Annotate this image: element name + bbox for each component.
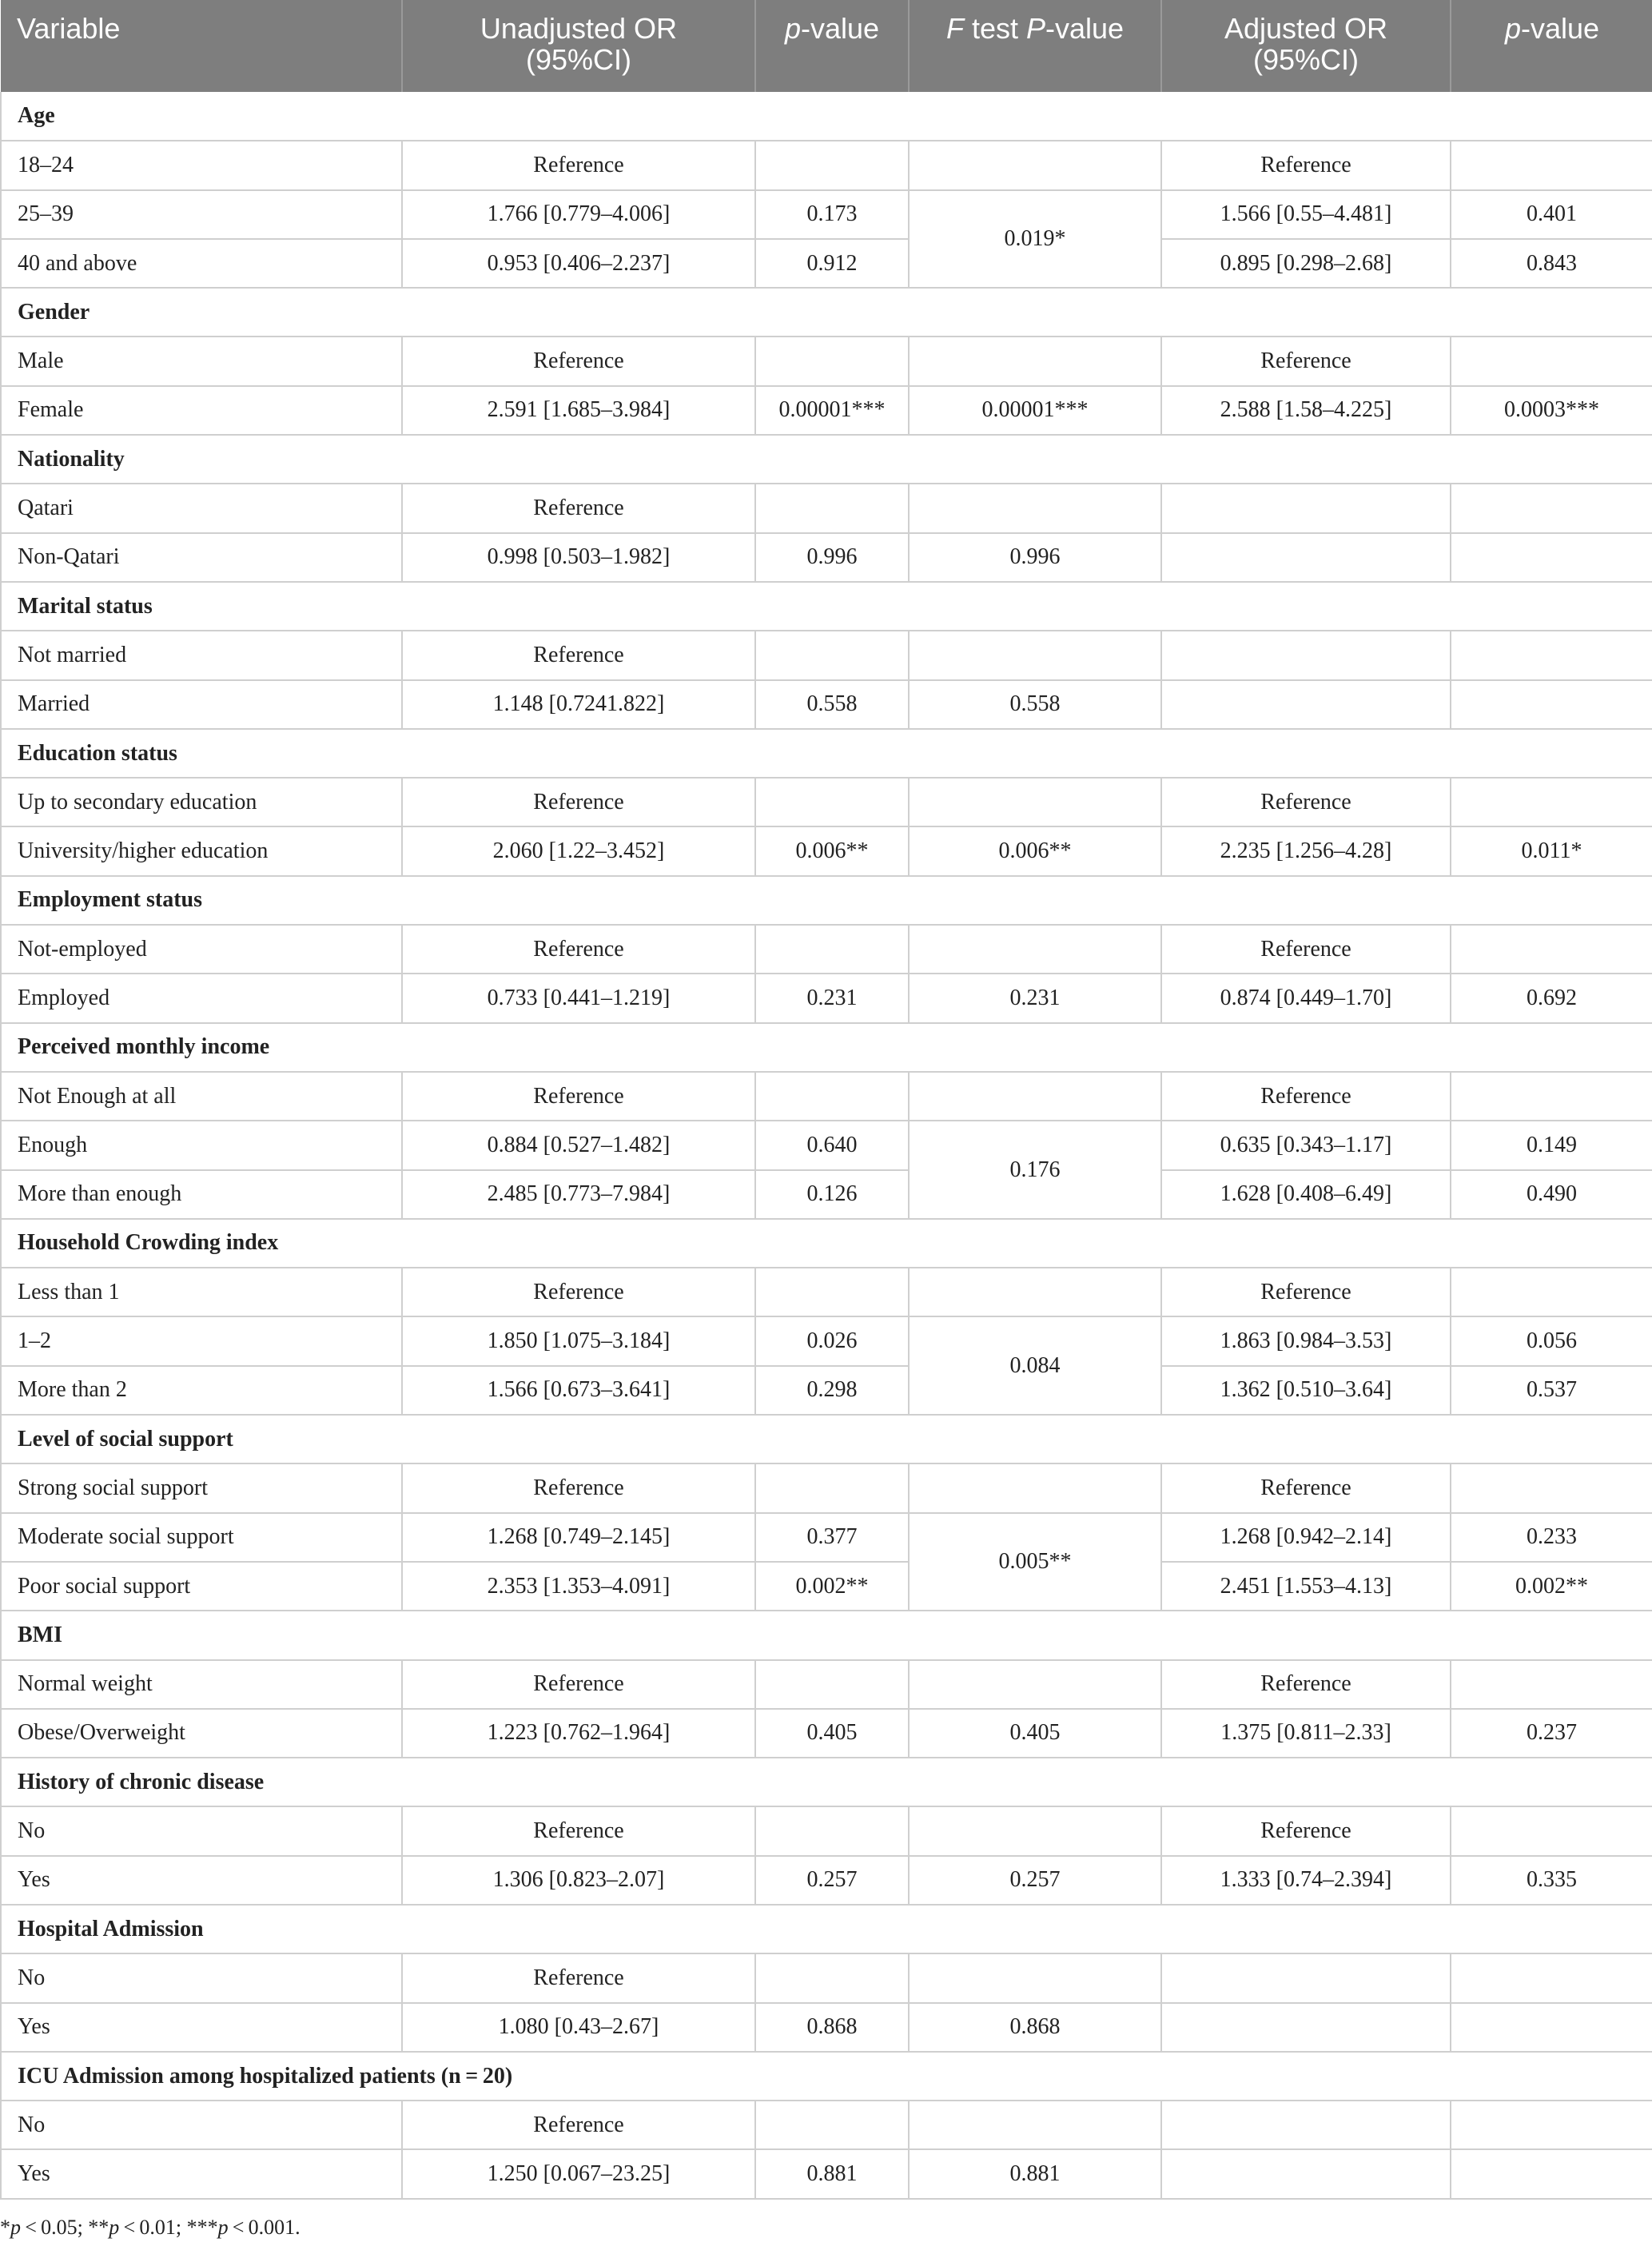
cell-adjusted-p-value: 0.233 (1451, 1513, 1652, 1562)
section-heading: Level of social support (1, 1415, 1652, 1463)
cell-f-test-p-value: 0.558 (909, 680, 1161, 729)
cell-adjusted-p-value: 0.011* (1451, 826, 1652, 875)
cell-adjusted-or: 1.628 [0.408–6.49] (1161, 1170, 1451, 1219)
cell-p-value: 0.996 (755, 533, 909, 582)
cell-adjusted-p-value (1451, 533, 1652, 582)
cell-adjusted-or: 1.268 [0.942–2.14] (1161, 1513, 1451, 1562)
cell-variable-level: 40 and above (1, 239, 402, 288)
table-row (1, 1709, 1652, 1758)
table-row (1, 1366, 1652, 1415)
table-row (1, 631, 1652, 679)
cell-f-test-p-value (909, 1268, 1161, 1316)
cell-p-value (755, 1660, 909, 1709)
table-row (1, 778, 1652, 826)
section-row (1, 1023, 1652, 1072)
cell-unadjusted-or: Reference (402, 1953, 755, 2002)
cell-p-value (755, 2101, 909, 2149)
cell-variable-level: 1–2 (1, 1316, 402, 1365)
cell-adjusted-p-value: 0.692 (1451, 974, 1652, 1022)
cell-unadjusted-or: 0.998 [0.503–1.982] (402, 533, 755, 582)
cell-adjusted-or: Reference (1161, 1268, 1451, 1316)
table-header (1, 0, 1652, 92)
table-row (1, 1806, 1652, 1855)
cell-f-test-p-value (909, 778, 1161, 826)
cell-p-value (755, 1806, 909, 1855)
cell-unadjusted-or: 2.485 [0.773–7.984] (402, 1170, 755, 1219)
cell-p-value: 0.026 (755, 1316, 909, 1365)
cell-unadjusted-or: 1.148 [0.7241.822] (402, 680, 755, 729)
header-p-value: p-value (755, 0, 909, 92)
cell-f-test-p-value (909, 925, 1161, 974)
cell-adjusted-or (1161, 484, 1451, 532)
cell-adjusted-or (1161, 2149, 1451, 2198)
cell-adjusted-or: Reference (1161, 1806, 1451, 1855)
section-heading: Nationality (1, 435, 1652, 484)
section-heading: Age (1, 92, 1652, 141)
table-row (1, 1463, 1652, 1512)
cell-p-value (755, 337, 909, 385)
section-heading: Hospital Admission (1, 1905, 1652, 1953)
cell-p-value (755, 484, 909, 532)
cell-adjusted-p-value: 0.490 (1451, 1170, 1652, 1219)
header-unadjusted-or: Unadjusted OR (95%CI) (402, 0, 755, 92)
table-row (1, 1121, 1652, 1169)
cell-f-test-p-value (909, 1072, 1161, 1121)
cell-unadjusted-or: Reference (402, 778, 755, 826)
cell-adjusted-p-value (1451, 484, 1652, 532)
cell-p-value (755, 141, 909, 189)
cell-adjusted-or: 1.566 [0.55–4.481] (1161, 190, 1451, 239)
section-heading: Employment status (1, 876, 1652, 925)
cell-adjusted-or: Reference (1161, 1463, 1451, 1512)
cell-variable-level: Not married (1, 631, 402, 679)
table-row (1, 2149, 1652, 2198)
cell-f-test-p-value: 0.405 (909, 1709, 1161, 1758)
cell-adjusted-p-value (1451, 337, 1652, 385)
table-row (1, 190, 1652, 239)
section-heading: Marital status (1, 582, 1652, 631)
cell-variable-level: Male (1, 337, 402, 385)
header-adjusted-or: Adjusted OR (95%CI) (1161, 0, 1451, 92)
cell-adjusted-p-value (1451, 631, 1652, 679)
table-row (1, 1953, 1652, 2002)
cell-f-test-p-value: 0.00001*** (909, 386, 1161, 435)
cell-unadjusted-or: 1.268 [0.749–2.145] (402, 1513, 755, 1562)
cell-adjusted-p-value: 0.335 (1451, 1856, 1652, 1905)
cell-p-value: 0.002** (755, 1562, 909, 1611)
cell-variable-level: Married (1, 680, 402, 729)
cell-variable-level: Yes (1, 2003, 402, 2052)
cell-unadjusted-or: 2.353 [1.353–4.091] (402, 1562, 755, 1611)
cell-f-test-p-value (909, 1953, 1161, 2002)
cell-adjusted-p-value (1451, 1660, 1652, 1709)
cell-p-value: 0.00001*** (755, 386, 909, 435)
cell-variable-level: Not-employed (1, 925, 402, 974)
cell-unadjusted-or: 0.884 [0.527–1.482] (402, 1121, 755, 1169)
cell-adjusted-p-value (1451, 2101, 1652, 2149)
cell-adjusted-or (1161, 2003, 1451, 2052)
cell-unadjusted-or: Reference (402, 1660, 755, 1709)
cell-f-test-p-value (909, 141, 1161, 189)
table-row (1, 484, 1652, 532)
section-row (1, 1219, 1652, 1268)
cell-variable-level: Strong social support (1, 1463, 402, 1512)
cell-adjusted-or: 1.333 [0.74–2.394] (1161, 1856, 1451, 1905)
cell-p-value: 0.126 (755, 1170, 909, 1219)
table-row (1, 1513, 1652, 1562)
cell-unadjusted-or: Reference (402, 1463, 755, 1512)
cell-p-value: 0.881 (755, 2149, 909, 2198)
cell-adjusted-or: Reference (1161, 141, 1451, 189)
cell-f-test-p-value: 0.019* (909, 190, 1161, 289)
cell-adjusted-p-value: 0.401 (1451, 190, 1652, 239)
cell-adjusted-or: Reference (1161, 925, 1451, 974)
cell-adjusted-or: 2.588 [1.58–4.225] (1161, 386, 1451, 435)
cell-adjusted-p-value (1451, 1806, 1652, 1855)
cell-f-test-p-value (909, 337, 1161, 385)
cell-adjusted-p-value (1451, 141, 1652, 189)
section-row (1, 1611, 1652, 1659)
section-row (1, 876, 1652, 925)
cell-adjusted-p-value (1451, 1953, 1652, 2002)
cell-f-test-p-value: 0.996 (909, 533, 1161, 582)
cell-unadjusted-or: Reference (402, 141, 755, 189)
cell-unadjusted-or: Reference (402, 1072, 755, 1121)
table-row (1, 925, 1652, 974)
section-row (1, 92, 1652, 141)
cell-unadjusted-or: Reference (402, 2101, 755, 2149)
cell-p-value: 0.173 (755, 190, 909, 239)
cell-adjusted-or: 1.375 [0.811–2.33] (1161, 1709, 1451, 1758)
cell-unadjusted-or: 1.223 [0.762–1.964] (402, 1709, 755, 1758)
cell-adjusted-or: Reference (1161, 1072, 1451, 1121)
cell-adjusted-or: 1.863 [0.984–3.53] (1161, 1316, 1451, 1365)
cell-unadjusted-or: 1.766 [0.779–4.006] (402, 190, 755, 239)
table-row (1, 141, 1652, 189)
cell-p-value (755, 1463, 909, 1512)
cell-variable-level: Enough (1, 1121, 402, 1169)
table-row (1, 974, 1652, 1022)
table-row (1, 1562, 1652, 1611)
cell-adjusted-p-value (1451, 778, 1652, 826)
cell-variable-level: Moderate social support (1, 1513, 402, 1562)
cell-adjusted-or: 0.874 [0.449–1.70] (1161, 974, 1451, 1022)
table-row (1, 1268, 1652, 1316)
cell-p-value (755, 778, 909, 826)
cell-p-value: 0.298 (755, 1366, 909, 1415)
cell-p-value: 0.405 (755, 1709, 909, 1758)
section-heading: Household Crowding index (1, 1219, 1652, 1268)
cell-unadjusted-or: 1.566 [0.673–3.641] (402, 1366, 755, 1415)
cell-unadjusted-or: Reference (402, 1806, 755, 1855)
cell-unadjusted-or: Reference (402, 631, 755, 679)
cell-adjusted-or (1161, 680, 1451, 729)
cell-variable-level: Non-Qatari (1, 533, 402, 582)
table-row (1, 2003, 1652, 2052)
cell-f-test-p-value: 0.881 (909, 2149, 1161, 2198)
cell-adjusted-p-value: 0.056 (1451, 1316, 1652, 1365)
section-heading: Gender (1, 288, 1652, 337)
cell-f-test-p-value: 0.868 (909, 2003, 1161, 2052)
cell-p-value (755, 1953, 909, 2002)
table-row (1, 1660, 1652, 1709)
section-heading: History of chronic disease (1, 1758, 1652, 1806)
cell-f-test-p-value: 0.005** (909, 1513, 1161, 1611)
cell-variable-level: 18–24 (1, 141, 402, 189)
cell-adjusted-or: 2.235 [1.256–4.28] (1161, 826, 1451, 875)
cell-f-test-p-value (909, 1806, 1161, 1855)
cell-adjusted-or (1161, 533, 1451, 582)
cell-f-test-p-value (909, 484, 1161, 532)
cell-variable-level: No (1, 2101, 402, 2149)
cell-f-test-p-value (909, 2101, 1161, 2149)
header-f-test-p-value: F test P-value (909, 0, 1161, 92)
cell-variable-level: Yes (1, 1856, 402, 1905)
table-row (1, 239, 1652, 288)
cell-p-value: 0.006** (755, 826, 909, 875)
cell-variable-level: Less than 1 (1, 1268, 402, 1316)
section-row (1, 1758, 1652, 1806)
cell-unadjusted-or: 0.953 [0.406–2.237] (402, 239, 755, 288)
cell-variable-level: Not Enough at all (1, 1072, 402, 1121)
cell-f-test-p-value: 0.176 (909, 1121, 1161, 1219)
cell-variable-level: More than 2 (1, 1366, 402, 1415)
cell-adjusted-or: 0.635 [0.343–1.17] (1161, 1121, 1451, 1169)
cell-adjusted-p-value: 0.537 (1451, 1366, 1652, 1415)
cell-p-value (755, 631, 909, 679)
cell-unadjusted-or: Reference (402, 1268, 755, 1316)
section-row (1, 2052, 1652, 2101)
cell-adjusted-p-value: 0.149 (1451, 1121, 1652, 1169)
cell-p-value: 0.640 (755, 1121, 909, 1169)
cell-variable-level: Poor social support (1, 1562, 402, 1611)
cell-f-test-p-value (909, 631, 1161, 679)
cell-adjusted-or (1161, 2101, 1451, 2149)
cell-p-value: 0.257 (755, 1856, 909, 1905)
section-heading: Perceived monthly income (1, 1023, 1652, 1072)
cell-p-value: 0.558 (755, 680, 909, 729)
cell-adjusted-or: 0.895 [0.298–2.68] (1161, 239, 1451, 288)
cell-unadjusted-or: 0.733 [0.441–1.219] (402, 974, 755, 1022)
cell-f-test-p-value: 0.231 (909, 974, 1161, 1022)
cell-p-value (755, 925, 909, 974)
cell-unadjusted-or: 2.060 [1.22–3.452] (402, 826, 755, 875)
cell-variable-level: Normal weight (1, 1660, 402, 1709)
cell-unadjusted-or: Reference (402, 925, 755, 974)
table-row (1, 1072, 1652, 1121)
section-row (1, 435, 1652, 484)
cell-adjusted-or (1161, 1953, 1451, 2002)
cell-variable-level: University/higher education (1, 826, 402, 875)
cell-adjusted-or (1161, 631, 1451, 679)
cell-adjusted-or: 2.451 [1.553–4.13] (1161, 1562, 1451, 1611)
cell-adjusted-p-value (1451, 1463, 1652, 1512)
header-variable: Variable (1, 0, 402, 92)
cell-adjusted-p-value (1451, 1072, 1652, 1121)
cell-unadjusted-or: 2.591 [1.685–3.984] (402, 386, 755, 435)
cell-unadjusted-or: 1.250 [0.067–23.25] (402, 2149, 755, 2198)
cell-f-test-p-value (909, 1463, 1161, 1512)
cell-f-test-p-value (909, 1660, 1161, 1709)
cell-unadjusted-or: Reference (402, 337, 755, 385)
table-row (1, 1170, 1652, 1219)
cell-adjusted-or: Reference (1161, 778, 1451, 826)
cell-adjusted-p-value (1451, 2003, 1652, 2052)
section-heading: ICU Admission among hospitalized patients (n = 20) (1, 2052, 1652, 2101)
cell-f-test-p-value: 0.084 (909, 1316, 1161, 1415)
header-adjusted-p-value: p-value (1451, 0, 1652, 92)
cell-p-value (755, 1072, 909, 1121)
table-body (1, 92, 1652, 2199)
cell-variable-level: Female (1, 386, 402, 435)
cell-f-test-p-value: 0.257 (909, 1856, 1161, 1905)
cell-adjusted-p-value (1451, 1268, 1652, 1316)
cell-f-test-p-value: 0.006** (909, 826, 1161, 875)
cell-variable-level: No (1, 1953, 402, 2002)
section-row (1, 582, 1652, 631)
section-row (1, 1415, 1652, 1463)
table-row (1, 1316, 1652, 1365)
cell-adjusted-p-value (1451, 680, 1652, 729)
section-heading: Education status (1, 729, 1652, 778)
section-row (1, 729, 1652, 778)
cell-p-value: 0.868 (755, 2003, 909, 2052)
cell-adjusted-p-value: 0.0003*** (1451, 386, 1652, 435)
cell-variable-level: Up to secondary education (1, 778, 402, 826)
table-row (1, 826, 1652, 875)
cell-unadjusted-or: Reference (402, 484, 755, 532)
cell-variable-level: Employed (1, 974, 402, 1022)
cell-adjusted-p-value: 0.237 (1451, 1709, 1652, 1758)
cell-adjusted-or: Reference (1161, 1660, 1451, 1709)
cell-adjusted-p-value: 0.002** (1451, 1562, 1652, 1611)
cell-adjusted-or: Reference (1161, 337, 1451, 385)
cell-p-value (755, 1268, 909, 1316)
table-row (1, 337, 1652, 385)
table-row (1, 680, 1652, 729)
section-row (1, 288, 1652, 337)
cell-unadjusted-or: 1.080 [0.43–2.67] (402, 2003, 755, 2052)
table-row (1, 2101, 1652, 2149)
cell-unadjusted-or: 1.306 [0.823–2.07] (402, 1856, 755, 1905)
cell-adjusted-p-value: 0.843 (1451, 239, 1652, 288)
cell-p-value: 0.231 (755, 974, 909, 1022)
cell-variable-level: Yes (1, 2149, 402, 2198)
section-heading: BMI (1, 1611, 1652, 1659)
table-row (1, 386, 1652, 435)
cell-variable-level: No (1, 1806, 402, 1855)
cell-adjusted-p-value (1451, 925, 1652, 974)
table-row (1, 533, 1652, 582)
cell-adjusted-p-value (1451, 2149, 1652, 2198)
cell-adjusted-or: 1.362 [0.510–3.64] (1161, 1366, 1451, 1415)
cell-variable-level: Qatari (1, 484, 402, 532)
cell-variable-level: 25–39 (1, 190, 402, 239)
cell-variable-level: Obese/Overweight (1, 1709, 402, 1758)
section-row (1, 1905, 1652, 1953)
cell-unadjusted-or: 1.850 [1.075–3.184] (402, 1316, 755, 1365)
table-footnote: *p < 0.05; **p < 0.01; ***p < 0.001. (0, 2216, 301, 2239)
cell-p-value: 0.377 (755, 1513, 909, 1562)
cell-p-value: 0.912 (755, 239, 909, 288)
cell-variable-level: More than enough (1, 1170, 402, 1219)
table-row (1, 1856, 1652, 1905)
